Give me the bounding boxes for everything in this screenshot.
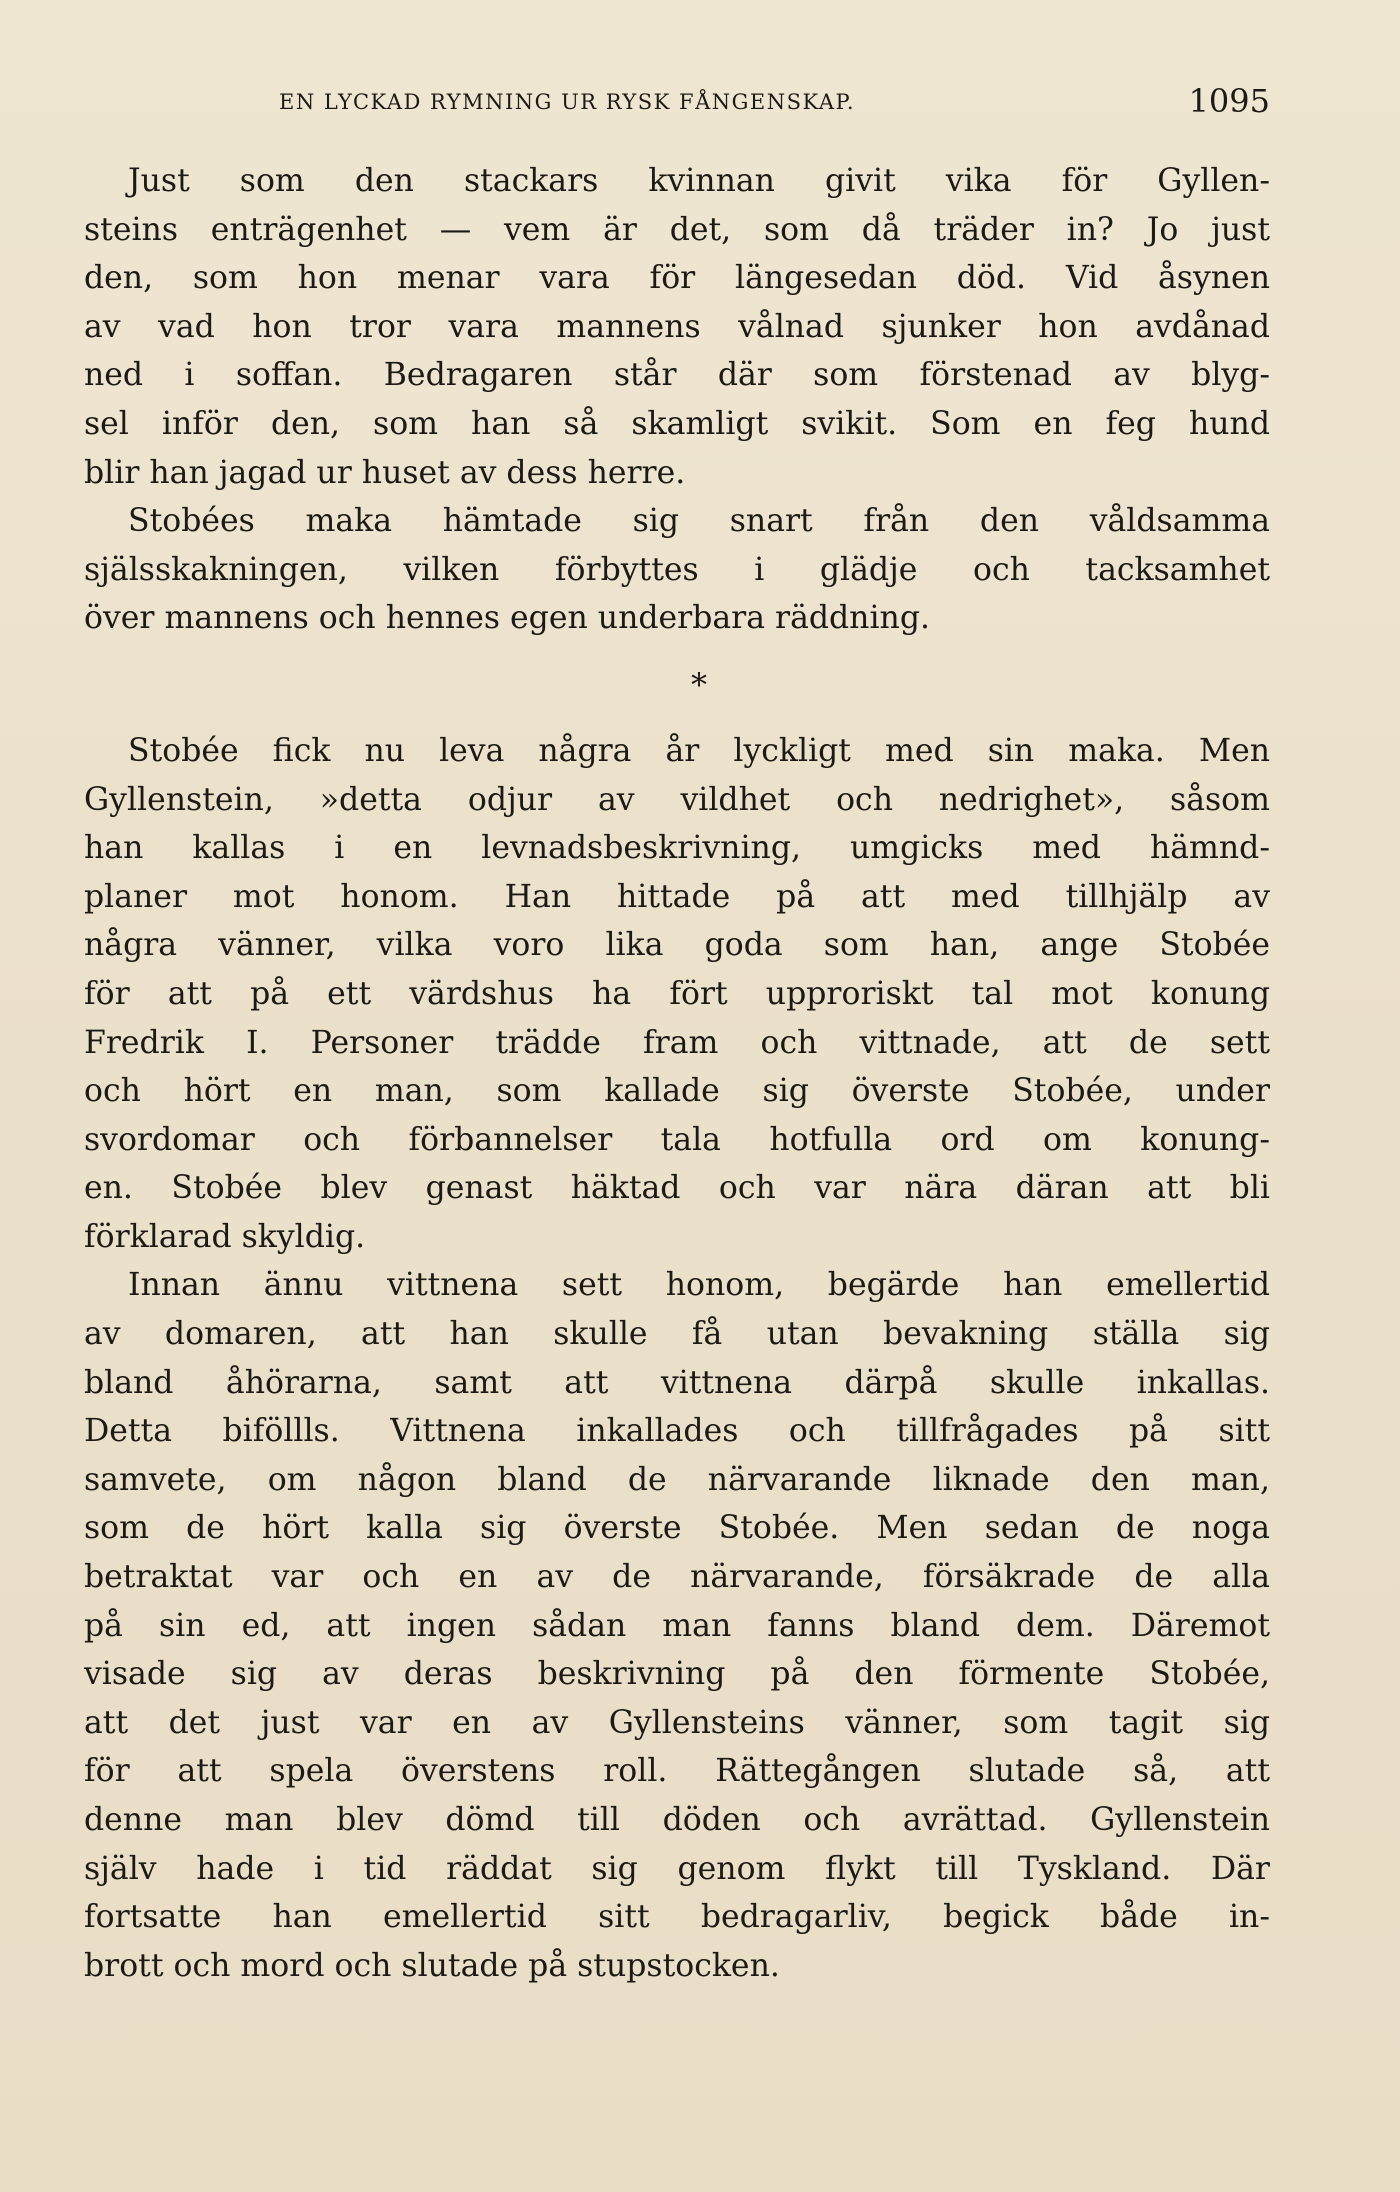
paragraph-3 — [84, 727, 1270, 1262]
text-line: ned i soffan. Bedragaren står där som förstenad av blyg- — [84, 357, 1270, 394]
text-line: blir han jagad ur huset av dess herre. — [84, 454, 686, 491]
text-line: Fredrik I. Personer trädde fram och vittnade, att de sett — [84, 1024, 1270, 1061]
text-line: Just som den stackars kvinnan givit vika för Gyllen- — [128, 163, 1270, 199]
paragraph-2 — [84, 497, 1270, 643]
text-line: bland åhörarna, samt att vittnena därpå skulle inkallas. — [84, 1364, 1270, 1401]
text-line: han kallas i en levnadsbeskrivning, umgicks med hämnd- — [84, 830, 1270, 867]
running-title: EN LYCKAD RYMNING UR RYSK FÅNGENSKAP. — [279, 90, 856, 114]
text-line: den, som hon menar vara för längesedan död. Vid åsynen — [84, 260, 1270, 297]
text-line: att det just var en av Gyllensteins vänner, som tagit sig — [84, 1704, 1270, 1741]
text-line: förklarad skyldig. — [84, 1218, 366, 1255]
text-line: för att spela överstens roll. Rättegången slutade så, att — [84, 1753, 1270, 1790]
text-line: Stobées maka hämtade sig snart från den våldsamma — [128, 503, 1270, 540]
section-separator: * — [691, 665, 707, 704]
section-gap — [84, 643, 1270, 659]
text-line: Detta biföllls. Vittnena inkallades och tillfrågades på sitt — [84, 1413, 1270, 1450]
text-line: fortsatte han emellertid sitt bedragarliv, begick både in- — [84, 1899, 1270, 1936]
paragraph-4 — [84, 1261, 1270, 1990]
text-line: Stobée fick nu leva några år lyckligt med sin maka. Men — [128, 732, 1270, 769]
text-line: Gyllenstein, »detta odjur av vildhet och nedrighet», såsom — [84, 781, 1270, 818]
paragraph-1 — [84, 157, 1270, 497]
text-line: för att på ett värdshus ha fört upproriskt tal mot konung — [84, 975, 1270, 1012]
text-line: visade sig av deras beskrivning på den förmente Stobée, — [84, 1656, 1270, 1693]
text-line: en. Stobée blev genast häktad och var nära däran att bli — [84, 1170, 1270, 1207]
text-line: själsskakningen, vilken förbyttes i glädje och tacksamhet — [84, 551, 1270, 588]
running-header — [84, 82, 1270, 122]
text-line: sel inför den, som han så skamligt svikit. Som en feg hund — [84, 405, 1270, 442]
text-line: som de hört kalla sig överste Stobée. Men sedan de noga — [84, 1510, 1270, 1547]
text-line: planer mot honom. Han hittade på att med tillhjälp av — [84, 878, 1270, 915]
page-number: 1095 — [1188, 82, 1270, 120]
section-gap — [84, 711, 1270, 727]
text-line: av domaren, att han skulle få utan bevakning ställa sig — [84, 1316, 1270, 1353]
text-line: på sin ed, att ingen sådan man fanns bland dem. Däremot — [84, 1607, 1270, 1644]
body-text — [84, 157, 1270, 1990]
text-line: brott och mord och slutade på stupstocken. — [84, 1947, 780, 1984]
text-line: över mannens och hennes egen underbara räddning. — [84, 600, 931, 637]
text-line: av vad hon tror vara mannens vålnad sjunker hon avdånad — [84, 308, 1270, 345]
text-line: några vänner, vilka voro lika goda som han, ange Stobée — [84, 927, 1270, 964]
text-line: denne man blev dömd till döden och avrättad. Gyllenstein — [84, 1802, 1270, 1838]
text-line: själv hade i tid räddat sig genom flykt till Tyskland. Där — [84, 1850, 1270, 1887]
text-line: samvete, om någon bland de närvarande liknade den man, — [84, 1461, 1270, 1498]
text-line: svordomar och förbannelser tala hotfulla ord om konung- — [84, 1121, 1270, 1158]
text-line: Innan ännu vittnena sett honom, begärde han emellertid — [128, 1267, 1270, 1304]
text-line: och hört en man, som kallade sig överste Stobée, under — [84, 1073, 1270, 1110]
text-line: steins enträgenhet — vem är det, som då träder in? Jo just — [84, 211, 1270, 248]
text-line: betraktat var och en av de närvarande, försäkrade de alla — [84, 1559, 1270, 1596]
